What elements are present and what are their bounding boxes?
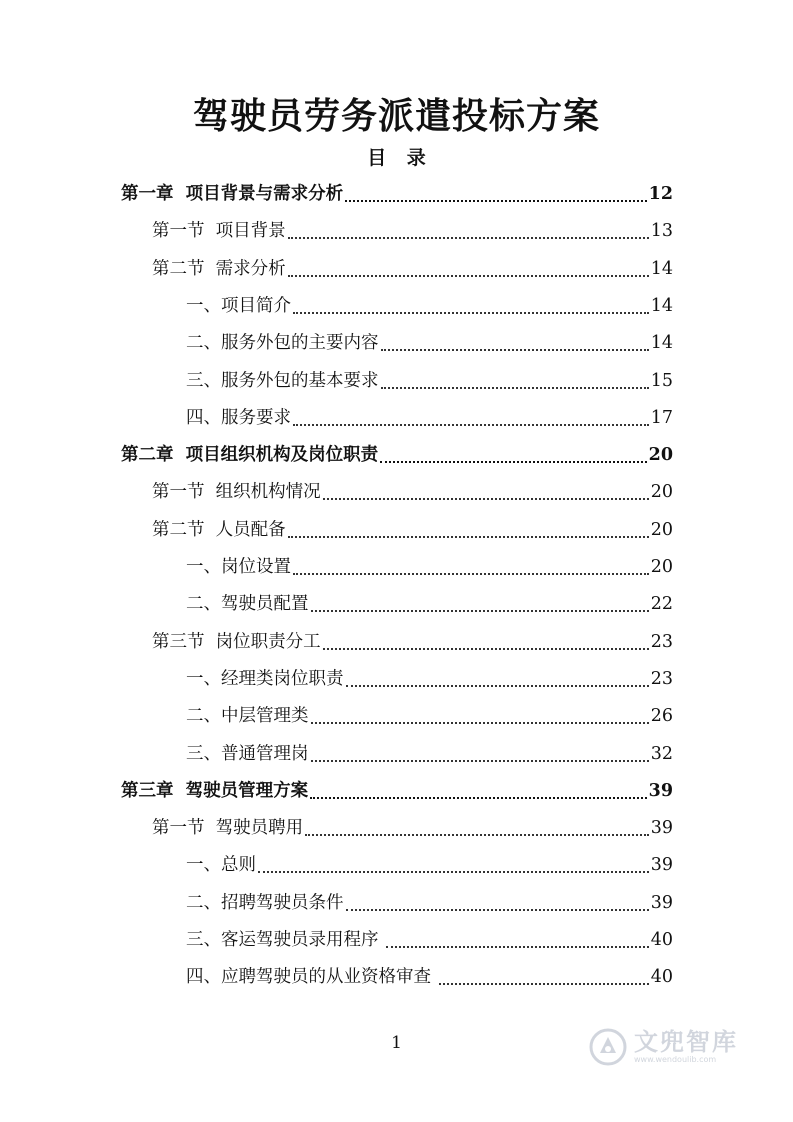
toc-entry-page: 39 xyxy=(650,818,673,839)
toc-entry[interactable] xyxy=(186,922,673,959)
toc-entry-page: 39 xyxy=(648,780,673,801)
toc-entry[interactable] xyxy=(121,437,673,474)
toc-entry-label: 二、中层管理类 xyxy=(186,706,309,727)
page-number: 1 xyxy=(391,1033,402,1053)
toc-entry-label: 一、项目简介 xyxy=(186,295,291,316)
toc-dot-leader xyxy=(293,424,649,426)
toc-entry-page: 20 xyxy=(650,482,673,503)
toc-entry-page: 20 xyxy=(650,557,673,577)
toc-entry-page: 20 xyxy=(648,445,673,466)
toc-dot-leader xyxy=(311,610,649,612)
toc-entry-label: 四、应聘驾驶员的从业资格审查 xyxy=(186,967,437,988)
toc-entry-page: 20 xyxy=(650,519,673,540)
toc-entry-page: 26 xyxy=(650,706,673,727)
toc-entry-label: 第三章 驾驶员管理方案 xyxy=(121,780,309,801)
toc-dot-leader xyxy=(380,461,646,463)
toc-heading: 目 录 xyxy=(367,147,426,169)
toc-dot-leader xyxy=(381,387,649,389)
toc-entry-page: 23 xyxy=(650,631,673,652)
toc-entry[interactable] xyxy=(186,736,673,773)
toc-entry-label: 第二节 需求分析 xyxy=(152,258,286,279)
toc-entry[interactable] xyxy=(186,847,673,884)
toc-entry-page: 40 xyxy=(650,930,673,950)
toc-entry-page: 22 xyxy=(650,594,673,615)
toc-entry-label: 第二章 项目组织机构及岗位职责 xyxy=(121,445,379,466)
toc-dot-leader xyxy=(345,200,646,202)
toc-entry-page: 23 xyxy=(650,668,673,689)
toc-entry-page: 15 xyxy=(650,370,673,391)
toc-entry-label: 第一章 项目背景与需求分析 xyxy=(121,184,344,204)
toc-entry-label: 四、服务要求 xyxy=(186,407,291,428)
toc-entry[interactable] xyxy=(152,474,673,511)
toc-entry-label: 第三节 岗位职责分工 xyxy=(152,631,321,652)
toc-entry-label: 一、经理类岗位职责 xyxy=(186,668,344,689)
toc-dot-leader xyxy=(288,275,649,277)
wendou-logo-icon xyxy=(588,1027,628,1067)
toc-dot-leader xyxy=(258,871,649,873)
watermark-url: www.wendoulib.com xyxy=(634,1055,717,1064)
toc-dot-leader xyxy=(305,834,649,836)
toc-dot-leader xyxy=(381,349,649,351)
toc-entry[interactable] xyxy=(186,586,673,623)
toc-entry[interactable] xyxy=(121,773,673,810)
toc-entry-label: 三、客运驾驶员录用程序 xyxy=(186,930,385,950)
toc-dot-leader xyxy=(311,722,649,724)
toc-dot-leader xyxy=(346,909,649,911)
toc-entry[interactable] xyxy=(121,176,673,213)
toc-entry-page: 39 xyxy=(650,892,673,913)
toc-entry[interactable] xyxy=(152,251,673,288)
toc-entry-page: 12 xyxy=(648,184,673,204)
toc-entry[interactable] xyxy=(186,549,673,586)
toc-dot-leader xyxy=(323,498,649,500)
toc-dot-leader xyxy=(323,648,649,650)
toc-entry-page: 17 xyxy=(650,407,673,428)
toc-dot-leader xyxy=(310,797,646,799)
toc-entry-page: 32 xyxy=(650,743,673,764)
toc-entry[interactable] xyxy=(186,288,673,325)
toc-entry[interactable] xyxy=(186,661,673,698)
toc-entry[interactable] xyxy=(152,624,673,661)
toc-dot-leader xyxy=(288,237,649,239)
toc-dot-leader xyxy=(346,685,649,687)
toc-entry[interactable] xyxy=(186,698,673,735)
toc-entry[interactable] xyxy=(152,810,673,847)
toc-entry[interactable] xyxy=(186,885,673,922)
watermark-name: 文兜智库 xyxy=(634,1028,738,1056)
toc-entry-label: 第一节 项目背景 xyxy=(152,221,286,242)
toc-entry-page: 40 xyxy=(650,967,673,988)
toc-entry-label: 第一节 驾驶员聘用 xyxy=(152,818,304,839)
toc-entry-page: 39 xyxy=(650,855,673,876)
toc-entry-label: 二、招聘驾驶员条件 xyxy=(186,892,344,913)
toc-entry-label: 三、服务外包的基本要求 xyxy=(186,370,379,391)
toc-entry-label: 第一节 组织机构情况 xyxy=(152,482,321,503)
toc-dot-leader xyxy=(311,760,649,762)
toc-entry-label: 二、驾驶员配置 xyxy=(186,594,309,615)
toc-entry-page: 14 xyxy=(650,258,673,279)
toc-dot-leader xyxy=(386,946,649,948)
toc-entry-label: 一、岗位设置 xyxy=(186,557,291,577)
toc-entry-page: 13 xyxy=(650,221,673,242)
toc-entry-label: 二、服务外包的主要内容 xyxy=(186,333,379,354)
toc-entry-label: 三、普通管理岗 xyxy=(186,743,309,764)
toc-entry-label: 一、总则 xyxy=(186,855,256,876)
toc-dot-leader xyxy=(439,983,649,985)
toc-entry[interactable] xyxy=(186,363,673,400)
toc-entry-page: 14 xyxy=(650,333,673,354)
toc-dot-leader xyxy=(293,573,649,575)
toc-entry[interactable] xyxy=(186,959,673,996)
toc-entry[interactable] xyxy=(186,400,673,437)
toc-entry-label: 第二节 人员配备 xyxy=(152,519,286,540)
document-title: 驾驶员劳务派遣投标方案 xyxy=(192,95,600,137)
watermark xyxy=(588,1020,748,1074)
toc-entry[interactable] xyxy=(186,325,673,362)
toc-entry[interactable] xyxy=(152,512,673,549)
toc-entry-page: 14 xyxy=(650,295,673,316)
toc-dot-leader xyxy=(288,536,649,538)
toc-entry[interactable] xyxy=(152,213,673,250)
toc-dot-leader xyxy=(293,312,649,314)
